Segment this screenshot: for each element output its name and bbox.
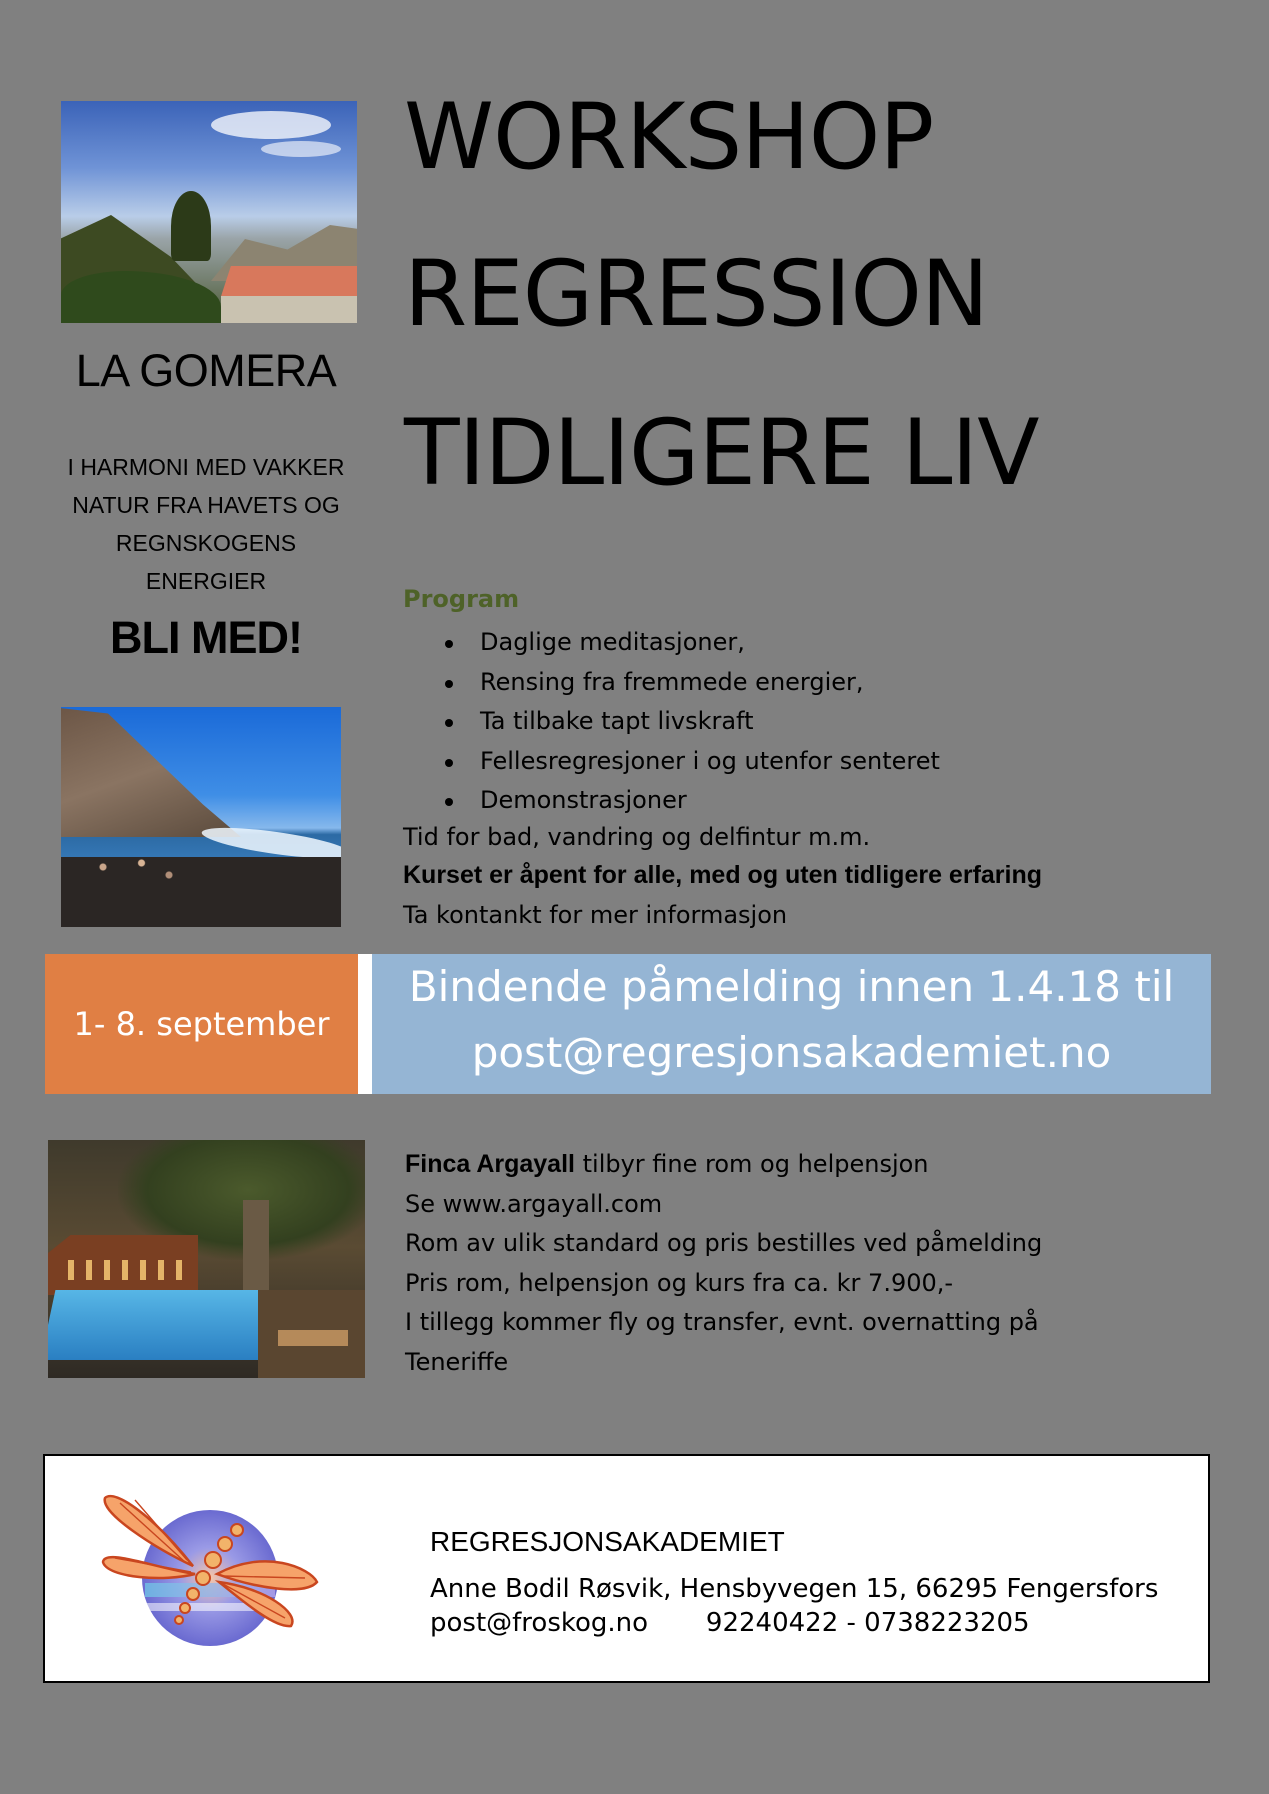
tagline-line: REGNSKOGENS [115, 530, 297, 556]
tagline-line: NATUR FRA HAVETS OG [72, 492, 340, 518]
signup-banner [372, 954, 1211, 1094]
venue-name: Finca Argayall [405, 1150, 575, 1178]
headline-line-1: WORKSHOP [404, 85, 934, 190]
program-item: Demonstrasjoner [403, 781, 940, 821]
open-for-all-line: Kurset er åpent for alle, med og uten tidligere erfaring [403, 861, 1043, 889]
banner-divider [358, 954, 372, 1094]
headline-line-2: REGRESSION [404, 242, 989, 347]
venue-description: tilbyr fine rom og helpensjon [574, 1150, 929, 1178]
organization-name: REGRESJONSAKADEMIET [430, 1526, 785, 1557]
activities-line: Tid for bad, vandring og delfintur m.m. [403, 823, 871, 851]
program-item: Fellesregresjoner i og utenfor senteret [403, 742, 940, 782]
signup-email[interactable]: post@regresjonsakademiet.no [471, 1028, 1112, 1077]
mountain-village-photo [61, 101, 357, 323]
tagline-line: I HARMONI MED VAKKER [67, 454, 345, 480]
finca-pool-photo [48, 1140, 365, 1378]
program-item: Daglige meditasjoner, [403, 623, 940, 663]
organization-address: Anne Bodil Røsvik, Hensbyvegen 15, 66295 Fengersfors [430, 1574, 1159, 1604]
price-line: Pris rom, helpensjon og kurs fra ca. kr 7.900,- [405, 1268, 954, 1297]
footer-box [43, 1454, 1210, 1683]
signup-deadline: Bindende påmelding innen 1.4.18 til [408, 962, 1175, 1011]
organization-contact[interactable]: post@froskog.no 92240422 - 0738223205 [430, 1608, 1030, 1638]
tagline-line: ENERGIER [145, 568, 267, 594]
rooms-line: Rom av ulik standard og pris bestilles ved påmelding [405, 1229, 1043, 1257]
accommodation-info [405, 1145, 1042, 1382]
date-banner [45, 954, 358, 1094]
extra-costs-line: I tillegg kommer fly og transfer, evnt. overnatting på [405, 1308, 1039, 1336]
dragonfly-logo [95, 1478, 325, 1648]
extra-costs-line-2: Teneriffe [405, 1347, 509, 1376]
program-item: Ta tilbake tapt livskraft [403, 702, 940, 742]
headline-line-3: TIDLIGERE LIV [404, 401, 1039, 506]
tagline [48, 448, 364, 600]
date-text: 1- 8. september [73, 1005, 330, 1043]
program-item: Rensing fra fremmede energier, [403, 663, 940, 703]
location-title: LA GOMERA [75, 345, 337, 396]
contact-line: Ta kontankt for mer informasjon [403, 901, 788, 929]
program-heading: Program [403, 585, 520, 613]
website-line[interactable]: Se www.argayall.com [405, 1189, 663, 1218]
call-to-action: BLI MED! [110, 612, 302, 663]
program-list [403, 623, 940, 821]
venue-line [405, 1145, 1042, 1185]
black-sand-beach-photo [61, 707, 341, 927]
